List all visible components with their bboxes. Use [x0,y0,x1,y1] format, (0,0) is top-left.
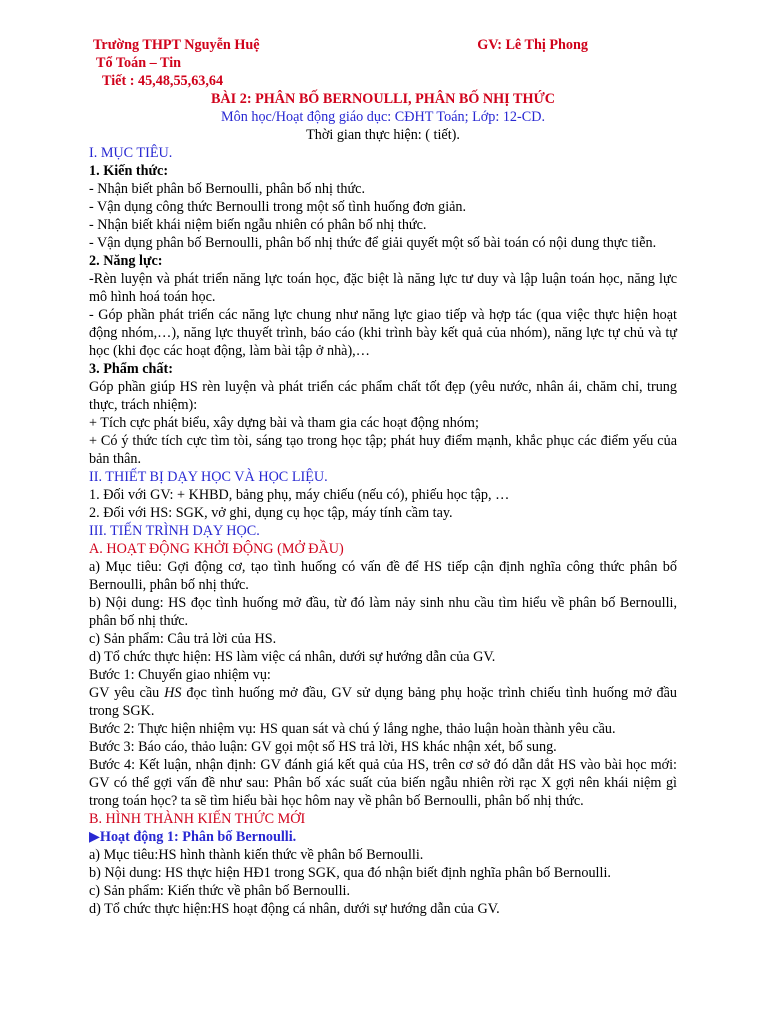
activity-a-heading: A. HOẠT ĐỘNG KHỞI ĐỘNG (MỞ ĐẦU) [89,541,344,557]
activity-1-item: b) Nội dung: HS thực hiện HĐ1 trong SGK, qua đó nhận biết định nghĩa phân bố Bernoulli. [89,865,611,881]
activity-a-item: Bước 1: Chuyển giao nhiệm vụ: [89,667,271,683]
activity-1-title: Phân bố Bernoulli. [182,829,297,845]
step-item: Bước 4: Kết luận, nhận định: GV đánh giá kết quả của HS, trên cơ sở đó dẫn dắt HS vào bài học mới: GV có thể gợi vấn đề như sau: Phân bố xác suất của biến ngẫu nhiên rời rạc X gợi nên khái niệm gì trong toán học? ta sẽ tìm hiểu bài học hôm nay về phân bố Bernoulli, phân bố nhị thức. [89,757,677,809]
activity-a-item: c) Sản phẩm: Câu trả lời của HS. [89,631,277,647]
activity-1-heading [89,828,677,846]
header-row [89,36,677,54]
gv-request-hs: HS [164,685,182,701]
time-line: Thời gian thực hiện: ( tiết). [306,127,460,143]
section-b-heading: B. HÌNH THÀNH KIẾN THỨC MỚI [89,811,306,827]
play-triangle-icon: ▶ [89,829,100,845]
quality-item: + Có ý thức tích cực tìm tòi, sáng tạo trong học tập; phát huy điểm mạnh, khắc phục các điểm yếu của bản thân. [89,433,677,467]
section-1-heading: I. MỤC TIÊU. [89,145,173,161]
gv-request [89,684,677,720]
section-2-heading: II. THIẾT BỊ DẠY HỌC VÀ HỌC LIỆU. [89,469,328,485]
periods: Tiết : 45,48,55,63,64 [102,73,224,89]
competency-heading: 2. Năng lực: [89,253,163,269]
activity-1-item: d) Tổ chức thực hiện:HS hoạt động cá nhân, dưới sự hướng dẫn của GV. [89,901,500,917]
knowledge-item: - Vận dụng phân bố Bernoulli, phân bố nhị thức để giải quyết một số bài toán có nội dung thực tiễn. [89,235,657,251]
lesson-title: BÀI 2: PHÂN BỐ BERNOULLI, PHÂN BỐ NHỊ THỨC [210,91,556,107]
equipment-item: 1. Đối với GV: + KHBD, bảng phụ, máy chiếu (nếu có), phiếu học tập, … [89,487,510,503]
competency-item: - Góp phần phát triển các năng lực chung như năng lực giao tiếp và hợp tác (qua việc thực hiện hoạt động nhóm,…), năng lực thuyết trình, báo cáo (khi trình bày kết quả của nhóm), năng lực tự chủ và tự học (khi đọc các hoạt động, làm bài tập ở nhà),… [89,307,677,359]
section-3-heading: III. TIẾN TRÌNH DẠY HỌC. [89,523,260,539]
activity-1-item: c) Sản phẩm: Kiến thức về phân bố Bernoulli. [89,883,351,899]
equipment-item: 2. Đối với HS: SGK, vở ghi, dụng cụ học tập, máy tính cầm tay. [89,505,453,521]
activity-a-item: b) Nội dung: HS đọc tình huống mở đầu, từ đó làm nảy sinh nhu cầu tìm hiểu về phân bố Bernoulli, phân bố nhị thức. [89,595,677,629]
knowledge-heading: 1. Kiến thức: [89,163,169,179]
quality-item: + Tích cực phát biểu, xây dựng bài và tham gia các hoạt động nhóm; [89,415,479,431]
gv-request-pre: GV yêu cầu [89,685,165,701]
knowledge-item: - Nhận biết phân bố Bernoulli, phân bố nhị thức. [89,181,366,197]
activity-a-item: d) Tổ chức thực hiện: HS làm việc cá nhân, dưới sự hướng dẫn của GV. [89,649,496,665]
school-name: Trường THPT Nguyễn Huệ [93,37,260,53]
activity-1-label: Hoạt động 1: [99,829,183,845]
subject-line: Môn học/Hoạt động giáo dục: CĐHT Toán; Lớp: 12-CD. [221,109,545,125]
document-page [89,36,677,918]
step-item: Bước 3: Báo cáo, thảo luận: GV gọi một số HS trả lời, HS khác nhận xét, bổ sung. [89,739,557,755]
quality-item: Góp phần giúp HS rèn luyện và phát triển các phẩm chất tốt đẹp (yêu nước, nhân ái, chăm chỉ, trung thực, trách nhiệm): [89,379,677,413]
knowledge-item: - Nhận biết khái niệm biến ngẫu nhiên có phân bố nhị thức. [89,217,427,233]
group-name: Tổ Toán – Tin [96,55,182,71]
activity-1-item: a) Mục tiêu:HS hình thành kiến thức về phân bố Bernoulli. [89,847,424,863]
teacher-name: GV: Lê Thị Phong [477,37,588,53]
competency-item: -Rèn luyện và phát triển năng lực toán học, đặc biệt là năng lực tư duy và lập luận toán học, năng lực mô hình hoá toán học. [89,271,677,305]
knowledge-item: - Vận dụng công thức Bernoulli trong một số tình huống đơn giản. [89,199,467,215]
step-item: Bước 2: Thực hiện nhiệm vụ: HS quan sát và chú ý lắng nghe, thảo luận hoàn thành yêu cầu. [89,721,616,737]
activity-a-item: a) Mục tiêu: Gợi động cơ, tạo tình huống có vấn đề để HS tiếp cận định nghĩa công thức phân bố Bernoulli, phân bố nhị thức. [89,559,677,593]
gv-request-post: đọc tình huống mở đầu, GV sử dụng bảng phụ hoặc trình chiếu tình huống mở đầu trong SGK. [89,685,677,719]
quality-heading: 3. Phẩm chất: [89,361,173,377]
